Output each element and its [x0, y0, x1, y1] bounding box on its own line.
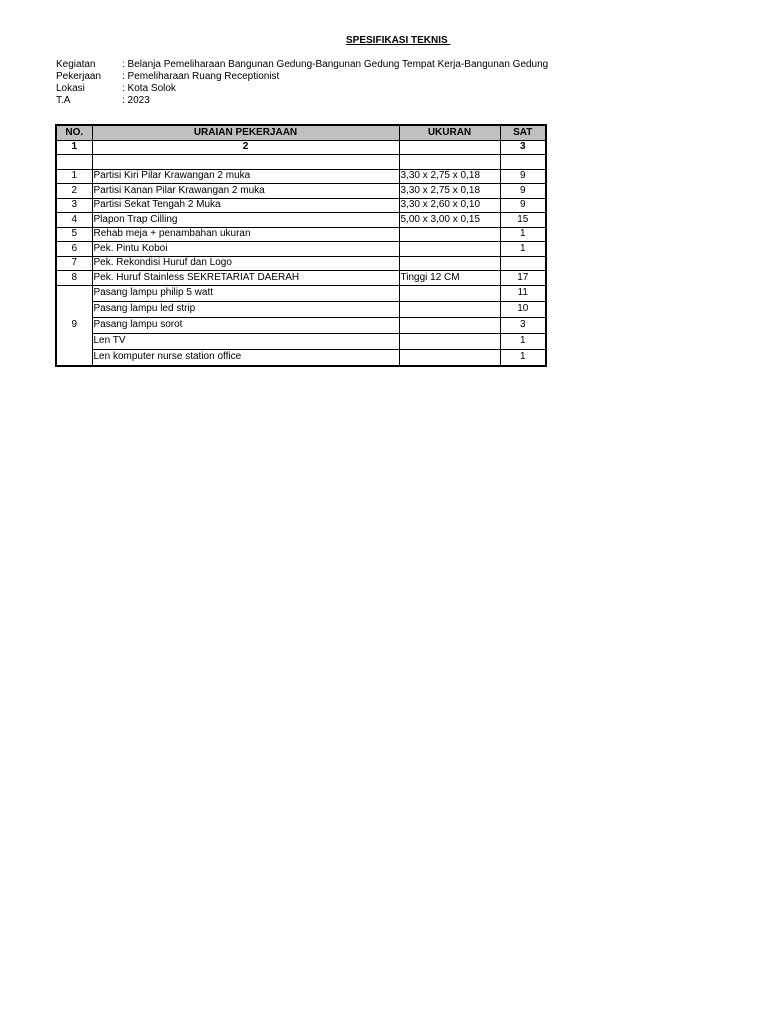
row-ukuran	[399, 256, 500, 271]
row-uraian: Partisi Kiri Pilar Krawangan 2 muka	[92, 169, 399, 184]
colnum-cell: 3	[500, 140, 546, 155]
row-sat: 15	[500, 213, 546, 228]
empty-cell	[56, 155, 92, 170]
spec-table	[55, 124, 547, 367]
table-row	[56, 184, 546, 199]
row-ukuran: Tinggi 12 CM	[399, 271, 500, 286]
column-number-row	[56, 140, 546, 155]
row-uraian: Rehab meja + penambahan ukuran	[92, 227, 399, 242]
row-uraian: Plapon Trap Cilling	[92, 213, 399, 228]
table-row	[56, 213, 546, 228]
header-ukuran: UKURAN	[399, 125, 500, 140]
meta-key: Lokasi	[56, 83, 85, 94]
row-sat: 9	[500, 169, 546, 184]
row-ukuran	[399, 227, 500, 242]
row-no: 9	[56, 285, 92, 366]
table-row	[56, 169, 546, 184]
empty-cell	[500, 155, 546, 170]
table-row	[56, 301, 546, 317]
meta-value: : 2023	[122, 95, 150, 106]
row-no: 7	[56, 256, 92, 271]
colnum-cell	[399, 140, 500, 155]
row-sat: 1	[500, 227, 546, 242]
row-no: 2	[56, 184, 92, 199]
colnum-cell: 2	[92, 140, 399, 155]
row-ukuran	[399, 317, 500, 333]
row-uraian: Len komputer nurse station office	[92, 349, 399, 366]
header-uraian: URAIAN PEKERJAAN	[92, 125, 399, 140]
row-sat: 11	[500, 285, 546, 301]
meta-value: : Kota Solok	[122, 83, 176, 94]
row-ukuran	[399, 285, 500, 301]
meta-key: Pekerjaan	[56, 71, 102, 82]
row-uraian: Pek. Pintu Koboi	[92, 242, 399, 257]
empty-cell	[92, 155, 399, 170]
row-uraian: Pek. Huruf Stainless SEKRETARIAT DAERAH	[92, 271, 399, 286]
meta-value: : Pemeliharaan Ruang Receptionist	[122, 71, 280, 82]
row-ukuran	[399, 349, 500, 366]
row-ukuran: 5,00 x 3,00 x 0,15	[399, 213, 500, 228]
table-row	[56, 349, 546, 366]
row-ukuran: 3,30 x 2,75 x 0,18	[399, 169, 500, 184]
row-sat: 9	[500, 184, 546, 199]
row-no: 8	[56, 271, 92, 286]
row-sat	[500, 256, 546, 271]
table-row	[56, 333, 546, 349]
row-uraian: Pasang lampu sorot	[92, 317, 399, 333]
meta-value: : Belanja Pemeliharaan Bangunan Gedung-Bangunan Gedung Tempat Kerja-Bangunan Gedung	[122, 59, 548, 70]
table-row	[56, 227, 546, 242]
table-row	[56, 317, 546, 333]
row-uraian: Partisi Kanan Pilar Krawangan 2 muka	[92, 184, 399, 199]
table-row	[56, 242, 546, 257]
row-uraian: Partisi Sekat Tengah 2 Muka	[92, 198, 399, 213]
row-uraian: Pasang lampu philip 5 watt	[92, 285, 399, 301]
table-row	[56, 271, 546, 286]
table-row	[56, 198, 546, 213]
row-sat: 1	[500, 349, 546, 366]
table-row	[56, 285, 546, 301]
row-no: 4	[56, 213, 92, 228]
row-ukuran	[399, 242, 500, 257]
row-no: 1	[56, 169, 92, 184]
table-row	[56, 256, 546, 271]
document-title: SPESIFIKASI TEKNIS	[346, 35, 451, 46]
row-no: 3	[56, 198, 92, 213]
row-ukuran: 3,30 x 2,60 x 0,10	[399, 198, 500, 213]
header-row	[56, 125, 546, 140]
row-ukuran	[399, 333, 500, 349]
meta-key: Kegiatan	[56, 59, 96, 70]
colnum-cell: 1	[56, 140, 92, 155]
spacer-row	[56, 155, 546, 170]
row-uraian: Pasang lampu led strip	[92, 301, 399, 317]
row-ukuran	[399, 301, 500, 317]
row-uraian: Len TV	[92, 333, 399, 349]
row-ukuran: 3,30 x 2,75 x 0,18	[399, 184, 500, 199]
row-sat: 1	[500, 242, 546, 257]
row-no: 6	[56, 242, 92, 257]
row-sat: 17	[500, 271, 546, 286]
header-no: NO.	[56, 125, 92, 140]
meta-key: T.A	[56, 95, 71, 106]
header-sat: SAT	[500, 125, 546, 140]
row-sat: 3	[500, 317, 546, 333]
row-uraian: Pek. Rekondisi Huruf dan Logo	[92, 256, 399, 271]
row-sat: 1	[500, 333, 546, 349]
empty-cell	[399, 155, 500, 170]
row-sat: 10	[500, 301, 546, 317]
row-no: 5	[56, 227, 92, 242]
row-sat: 9	[500, 198, 546, 213]
